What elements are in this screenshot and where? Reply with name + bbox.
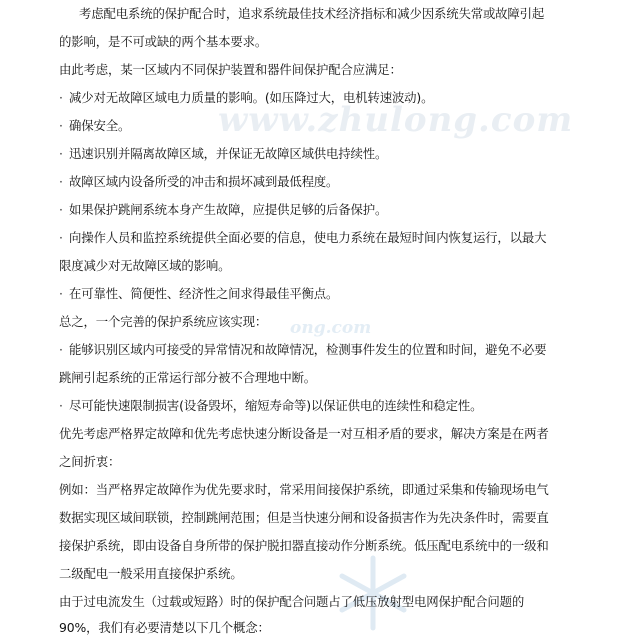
- bullet-icon: ·: [59, 118, 63, 133]
- bullet-icon: ·: [59, 398, 63, 413]
- list-item: · 在可靠性、简便性、经济性之间求得最佳平衡点。: [59, 286, 339, 301]
- paragraph-line: 90%，我们有必要清楚以下几个概念：: [59, 620, 270, 635]
- bullet-icon: ·: [59, 146, 63, 161]
- bullet-icon: ·: [59, 202, 63, 217]
- paragraph-line: 优先考虑严格界定故障和优先考虑快速分断设备是一对互相矛盾的要求，解决方案是在两者: [59, 426, 549, 441]
- list-item: · 确保安全。: [59, 118, 131, 133]
- bullet-icon: ·: [59, 286, 63, 301]
- list-item: · 减少对无故障区域电力质量的影响。(如压降过大，电机转速波动)。: [59, 90, 434, 105]
- paragraph-line: 之间折衷：: [59, 454, 121, 469]
- bullet-icon: ·: [59, 90, 63, 105]
- paragraph-line: 例如：当严格界定故障作为优先要求时，常采用间接保护系统，即通过采集和传输现场电气: [59, 482, 549, 497]
- paragraph-line: 接保护系统，即由设备自身所带的保护脱扣器直接动作分断系统。低压配电系统中的一级和: [59, 538, 549, 553]
- paragraph-line: 限度减少对无故障区域的影响。: [59, 258, 231, 273]
- paragraph-line: 二级配电一般采用直接保护系统。: [59, 566, 243, 581]
- bullet-icon: ·: [59, 174, 63, 189]
- list-item: · 向操作人员和监控系统提供全面必要的信息，使电力系统在最短时间内恢复运行，以最大: [59, 230, 547, 245]
- paragraph-line: 数据实现区域间联锁，控制跳闸范围；但是当快速分闸和设备损害作为先决条件时，需要直: [59, 510, 549, 525]
- list-item: · 能够识别区域内可接受的异常情况和故障情况，检测事件发生的位置和时间，避免不必要: [59, 342, 547, 357]
- paragraph-line: 总之，一个完善的保护系统应该实现：: [59, 314, 268, 329]
- paragraph-line: 由于过电流发生（过载或短路）时的保护配合问题占了低压放射型电网保护配合问题的: [59, 594, 525, 609]
- bullet-icon: ·: [59, 342, 63, 357]
- list-item: · 故障区域内设备所受的冲击和损坏减到最低程度。: [59, 174, 339, 189]
- paragraph-line: 由此考虑，某一区域内不同保护装置和器件间保护配合应满足：: [59, 62, 402, 77]
- paragraph-line: 的影响，是不可或缺的两个基本要求。: [59, 34, 268, 49]
- bullet-icon: ·: [59, 230, 63, 245]
- list-item: · 如果保护跳闸系统本身产生故障，应提供足够的后备保护。: [59, 202, 388, 217]
- list-item: · 迅速识别并隔离故障区域，并保证无故障区域供电持续性。: [59, 146, 388, 161]
- paragraph-line: 跳闸引起系统的正常运行部分被不合理地中断。: [59, 370, 317, 385]
- paragraph-line: 考虑配电系统的保护配合时，追求系统最佳技术经济指标和减少因系统失常或故障引起: [79, 6, 545, 21]
- watermark-text-secondary: ong.com: [290, 318, 372, 338]
- list-item: · 尽可能快速限制损害(设备毁坏，缩短寿命等)以保证供电的连续性和稳定性。: [59, 398, 483, 413]
- watermark-text: www.zhulong.com: [218, 100, 574, 140]
